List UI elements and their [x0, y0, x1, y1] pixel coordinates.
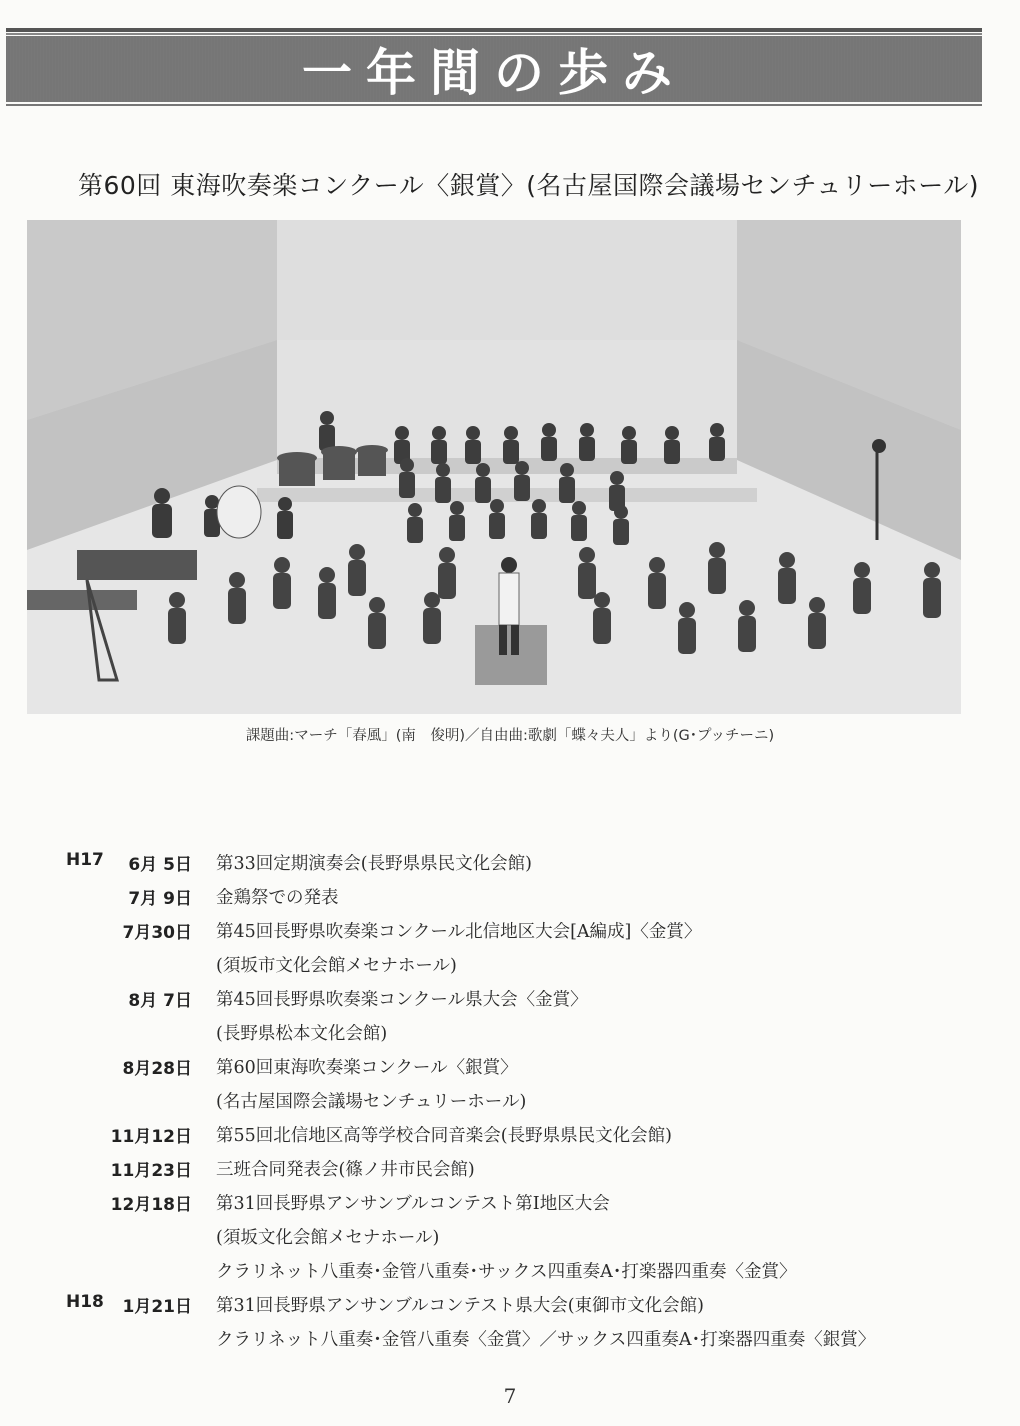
- timeline-row: [0, 1088, 1020, 1118]
- timeline-text: クラリネット八重奏･金管八重奏〈金賞〉／サックス四重奏A･打楽器四重奏〈銀賞〉: [216, 1330, 876, 1350]
- timeline-text: 第55回北信地区高等学校合同音楽会(長野県県民文化会館): [216, 1126, 672, 1146]
- timeline-text: 第60回東海吹奏楽コンクール〈銀賞〉: [216, 1058, 518, 1078]
- timeline-row: [0, 1326, 1020, 1356]
- timeline-text: 第45回長野県吹奏楽コンクール県大会〈金賞〉: [216, 990, 588, 1010]
- banner-top-rule: [6, 28, 982, 32]
- timeline-date: 8月 7日: [128, 991, 192, 1011]
- timeline-date: 6月 5日: [128, 855, 192, 875]
- section-heading: 第60回 東海吹奏楽コンクール〈銀賞〉(名古屋国際会議場センチュリーホール): [78, 171, 980, 200]
- timeline-text: 金鶏祭での発表: [216, 888, 339, 908]
- timeline-date: 8月28日: [122, 1059, 192, 1079]
- timeline-row: [0, 986, 1020, 1016]
- timeline-date: 11月12日: [110, 1127, 192, 1147]
- timeline-row: [0, 918, 1020, 948]
- banner-bottom-rule: [6, 104, 982, 106]
- timeline-date: 1月21日: [122, 1297, 192, 1317]
- timeline-text: 第45回長野県吹奏楽コンクール北信地区大会[A編成]〈金賞〉: [216, 922, 702, 942]
- timeline-date: 11月23日: [110, 1161, 192, 1181]
- timeline-row: [0, 1258, 1020, 1288]
- header-banner: [6, 36, 982, 102]
- timeline-text: (名古屋国際会議場センチュリーホール): [216, 1092, 527, 1112]
- page-title: 一年間の歩み: [302, 43, 686, 102]
- timeline-text: (須坂文化会館メセナホール): [216, 1228, 440, 1248]
- timeline-row: [0, 1020, 1020, 1050]
- timeline-text: 第31回長野県アンサンブルコンテスト第Ⅰ地区大会: [216, 1194, 610, 1214]
- timeline-text: 第31回長野県アンサンブルコンテスト県大会(東御市文化会館): [216, 1296, 704, 1316]
- timeline-date: 12月18日: [110, 1195, 192, 1215]
- band-photo: [27, 220, 961, 714]
- timeline-row: [0, 1122, 1020, 1152]
- timeline-date: 7月 9日: [128, 889, 192, 909]
- timeline-date: 7月30日: [122, 923, 192, 943]
- timeline-row: [0, 1054, 1020, 1084]
- timeline-text: (長野県松本文化会館): [216, 1024, 388, 1044]
- timeline-row: [0, 1156, 1020, 1186]
- timeline-row: [0, 1224, 1020, 1254]
- timeline-row: [0, 952, 1020, 982]
- timeline-text: 三班合同発表会(篠ノ井市民会館): [216, 1160, 475, 1180]
- timeline-text: クラリネット八重奏･金管八重奏･サックス四重奏A･打楽器四重奏〈金賞〉: [216, 1262, 797, 1282]
- timeline-era: H18: [66, 1292, 104, 1312]
- timeline-text: 第33回定期演奏会(長野県県民文化会館): [216, 854, 532, 874]
- timeline-row: [0, 850, 1020, 880]
- band-photo-illustration: [27, 220, 961, 714]
- photo-caption: 課題曲:マーチ「春風」(南 俊明)／自由曲:歌劇「蝶々夫人」より(G･プッチーニ): [245, 728, 775, 744]
- timeline-text: (須坂市文化会館メセナホール): [216, 956, 457, 976]
- page-number: 7: [503, 1384, 517, 1408]
- timeline-era: H17: [66, 850, 104, 870]
- timeline-row: [0, 1292, 1020, 1322]
- timeline-row: [0, 1190, 1020, 1220]
- timeline-row: [0, 884, 1020, 914]
